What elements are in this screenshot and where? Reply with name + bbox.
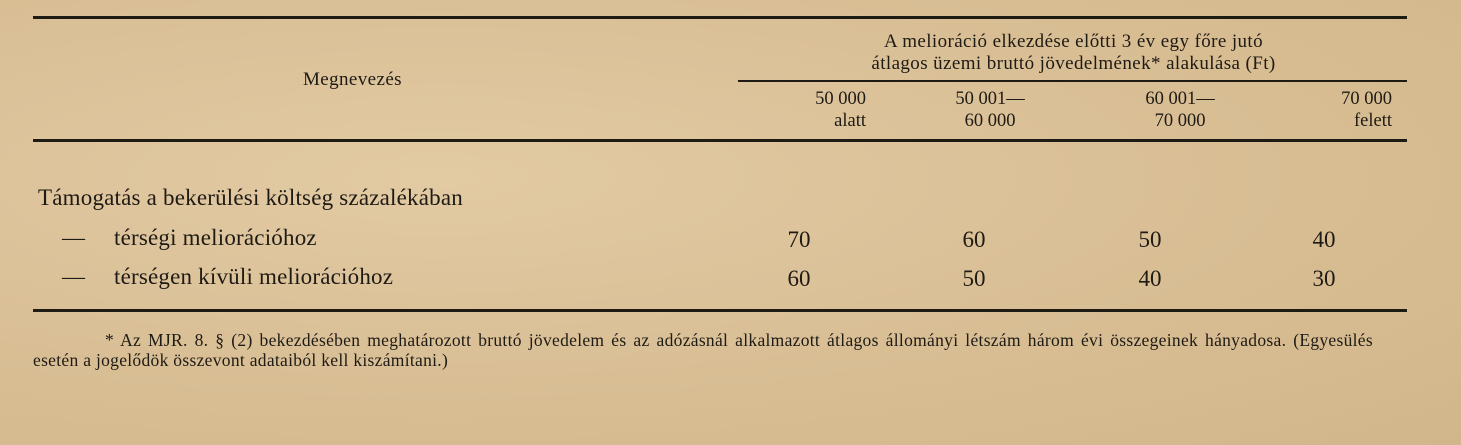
table-row-label <box>62 263 393 291</box>
row-label: térségi meliorációhoz <box>114 225 317 250</box>
table-cell: 40 <box>1138 266 1162 291</box>
table-cell: 50 <box>1138 227 1162 252</box>
table-cell: 30 <box>1312 266 1336 291</box>
column-header-1-line1: 50 000 <box>815 89 866 109</box>
header-bottom-rule <box>33 139 1407 142</box>
table-row-label <box>62 224 317 252</box>
table-cell: 50 <box>962 266 986 291</box>
table-bottom-rule <box>33 309 1407 312</box>
column-header-4 <box>1296 88 1392 132</box>
table-cell: 70 <box>787 227 811 252</box>
span-header-line2: átlagos üzemi bruttó jövedelmének* alakulása (Ft) <box>871 53 1276 74</box>
row-label-header: Megnevezés <box>303 69 402 90</box>
column-header-2 <box>940 88 1040 132</box>
column-header-4-line2: felett <box>1353 111 1392 131</box>
row-dash: — <box>62 264 86 289</box>
column-header-4-line1: 70 000 <box>1341 89 1392 109</box>
column-header-3 <box>1130 88 1230 132</box>
section-title: Támogatás a bekerülési költség százalékában <box>38 185 463 210</box>
table-top-rule <box>33 16 1407 19</box>
row-label: térségen kívüli meliorációhoz <box>114 264 394 289</box>
table-cell: 60 <box>787 266 811 291</box>
footnote-marker: * <box>105 330 115 350</box>
footnote-text: Az MJR. 8. § (2) bekezdésében meghatározott bruttó jövedelem és az adózásnál alkalmazott átlagos állományi létszám három évi összegeinek hányadosa. (Egyesülés esetén a jogelődök összevont adataiból kell kiszámítani.) <box>33 330 1373 370</box>
column-header-2-line2: 60 000 <box>964 111 1016 131</box>
footnote <box>33 330 1373 370</box>
table-cell: 60 <box>962 227 986 252</box>
column-header-1-line2: alatt <box>834 111 866 131</box>
column-header-1 <box>770 88 866 132</box>
span-header-line1: A melioráció elkezdése előtti 3 év egy főre jutó <box>883 31 1263 52</box>
row-dash: — <box>62 225 86 250</box>
table-cell: 40 <box>1312 227 1336 252</box>
column-header-3-line1: 60 001— <box>1145 89 1215 109</box>
column-header-3-line2: 70 000 <box>1154 111 1206 131</box>
span-header-rule <box>738 80 1407 82</box>
column-header-2-line1: 50 001— <box>955 89 1025 109</box>
